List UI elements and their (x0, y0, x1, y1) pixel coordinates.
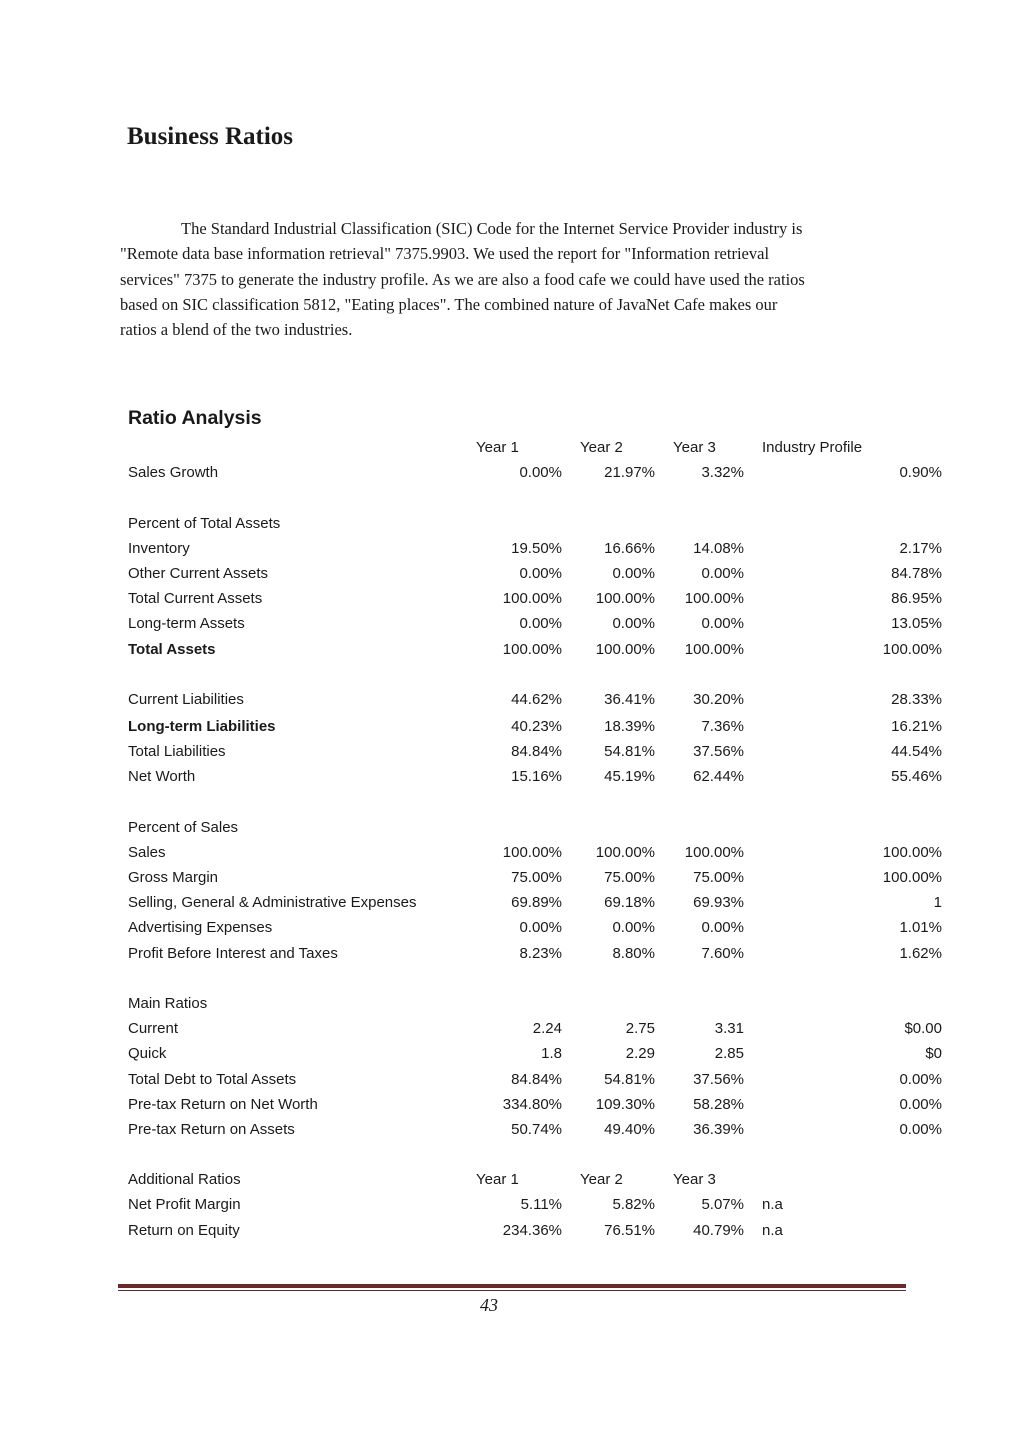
row-label: Long-term Liabilities (128, 718, 276, 736)
row-year-1: 0.00% (519, 564, 562, 582)
row-year-2: 2.75 (625, 1020, 655, 1038)
table-row (128, 586, 944, 611)
header-year-3: Year 3 (673, 439, 716, 456)
row-label: Total Debt to Total Assets (128, 1070, 297, 1088)
row-industry: 0.00% (899, 1120, 942, 1138)
table-row (128, 840, 944, 865)
row-industry: 1 (933, 894, 942, 912)
row-industry: 2.17% (899, 539, 942, 557)
row-year-3: 7.36% (701, 718, 744, 736)
row-label: Sales (128, 843, 166, 861)
row-year-2: 0.00% (612, 615, 655, 633)
footer-divider-thick (118, 1284, 906, 1288)
table-row (128, 1016, 944, 1041)
row-industry: 84.78% (891, 564, 942, 582)
table-row (128, 1117, 944, 1142)
row-label: Current (128, 1020, 179, 1038)
group-title: Additional Ratios (128, 1171, 241, 1189)
row-label: Inventory (128, 539, 190, 557)
row-industry: 0.00% (899, 1070, 942, 1088)
row-year-3: 100.00% (684, 843, 744, 861)
row-year-1: 19.50% (511, 539, 562, 557)
row-year-1: 0.00% (519, 615, 562, 633)
table-row (128, 941, 944, 966)
row-year-1: 75.00% (511, 869, 562, 886)
row-note: n.a (762, 1196, 783, 1214)
table-row (128, 890, 944, 915)
intro-line: ratios a blend of the two industries. (120, 320, 353, 340)
row-year-3: 37.56% (693, 743, 744, 761)
table-row (128, 637, 944, 662)
row-year-2: 2.29 (625, 1045, 655, 1063)
row-year-3: 62.44% (693, 768, 744, 786)
row-year-2: 54.81% (604, 743, 655, 761)
table-row (128, 536, 944, 561)
row-year-3: 0.00% (701, 564, 744, 582)
row-year-1: 0.00% (519, 919, 562, 937)
row-year-3: 30.20% (693, 690, 744, 708)
table-row (128, 611, 944, 636)
intro-paragraph (120, 216, 900, 342)
row-year-2: 76.51% (604, 1221, 655, 1239)
row-year-3: 69.93% (693, 894, 744, 912)
row-label: Profit Before Interest and Taxes (128, 944, 338, 962)
row-industry: 55.46% (891, 768, 942, 786)
row-year-1: 100.00% (502, 843, 562, 861)
intro-line: "Remote data base information retrieval" 7375.9903. We used the report for "Information retrieval (120, 244, 770, 264)
row-industry: 0.90% (899, 464, 942, 482)
header-year-1: Year 1 (476, 1171, 519, 1189)
row-label: Net Worth (128, 768, 196, 786)
row-year-2: 45.19% (604, 768, 655, 786)
row-year-2: 36.41% (604, 690, 655, 708)
row-year-2: 16.66% (604, 539, 655, 557)
row-year-3: 3.32% (701, 464, 744, 482)
row-year-2: 0.00% (612, 564, 655, 582)
row-label: Total Assets (128, 640, 216, 658)
table-header-row (128, 435, 944, 460)
row-industry: 100.00% (882, 843, 942, 861)
row-industry: $0 (925, 1045, 942, 1063)
spacer-row (128, 966, 944, 991)
row-year-2: 54.81% (604, 1070, 655, 1088)
row-label: Advertising Expenses (128, 919, 273, 937)
row-year-3: 40.79% (693, 1221, 744, 1239)
row-note: n.a (762, 1221, 783, 1239)
row-year-1: 15.16% (511, 768, 562, 786)
row-year-3: 14.08% (693, 539, 744, 557)
row-year-3: 7.60% (701, 944, 744, 962)
ratio-analysis-title: Ratio Analysis (128, 407, 262, 429)
header-year-1: Year 1 (476, 439, 519, 456)
row-year-2: 21.97% (604, 464, 655, 482)
group-title-row (128, 511, 944, 536)
row-label: Total Liabilities (128, 743, 226, 761)
row-industry: 44.54% (891, 743, 942, 761)
table-row (128, 915, 944, 940)
row-label: Long-term Assets (128, 615, 245, 633)
table-row (128, 865, 944, 890)
row-year-1: 234.36% (502, 1221, 562, 1239)
row-label: Selling, General & Administrative Expenses (128, 894, 417, 912)
row-year-2: 18.39% (604, 718, 655, 736)
intro-line: The Standard Industrial Classification (SIC) Code for the Internet Service Provider industry is (181, 219, 803, 238)
row-year-3: 75.00% (693, 869, 744, 886)
row-year-3: 2.85 (714, 1045, 744, 1063)
row-year-1: 84.84% (511, 743, 562, 761)
row-label: Gross Margin (128, 869, 219, 886)
row-year-1: 334.80% (502, 1095, 562, 1113)
table-row (128, 1218, 944, 1243)
row-year-2: 75.00% (604, 869, 655, 886)
row-label: Quick (128, 1045, 167, 1063)
row-year-1: 40.23% (511, 718, 562, 736)
row-industry: 16.21% (891, 718, 942, 736)
row-year-1: 0.00% (519, 464, 562, 482)
row-year-3: 100.00% (684, 640, 744, 658)
group-title: Main Ratios (128, 994, 208, 1012)
row-label: Current Liabilities (128, 690, 244, 708)
group-title: Percent of Sales (128, 818, 239, 836)
row-year-1: 8.23% (519, 944, 562, 962)
row-industry: 1.62% (899, 944, 942, 962)
table-row (128, 687, 944, 712)
row-label: Other Current Assets (128, 564, 269, 582)
page-heading: Business Ratios (127, 123, 294, 150)
row-year-1: 100.00% (502, 640, 562, 658)
table-row (128, 1192, 944, 1217)
row-year-2: 100.00% (595, 590, 655, 608)
row-industry: 86.95% (891, 590, 942, 608)
row-year-1: 69.89% (511, 894, 562, 912)
row-year-1: 100.00% (502, 590, 562, 608)
row-year-3: 37.56% (693, 1070, 744, 1088)
group-title-row (128, 815, 944, 840)
intro-line: based on SIC classification 5812, "Eating places". The combined nature of JavaNet Cafe makes our (120, 294, 778, 314)
row-label: Return on Equity (128, 1221, 240, 1239)
row-industry: $0.00 (904, 1020, 942, 1038)
table-row (128, 1092, 944, 1117)
row-year-3: 36.39% (693, 1120, 744, 1138)
row-year-3: 100.00% (684, 590, 744, 608)
row-industry: 100.00% (882, 640, 942, 658)
group-title-row (128, 991, 944, 1016)
row-industry: 13.05% (891, 615, 942, 633)
row-label: Total Current Assets (128, 590, 263, 608)
row-year-2: 100.00% (595, 640, 655, 658)
row-year-3: 0.00% (701, 615, 744, 633)
row-year-2: 49.40% (604, 1120, 655, 1138)
row-industry: 100.00% (882, 869, 942, 886)
row-label: Sales Growth (128, 464, 219, 482)
row-year-2: 0.00% (612, 919, 655, 937)
row-year-3: 0.00% (701, 919, 744, 937)
row-year-3: 3.31 (714, 1020, 744, 1038)
spacer-row (128, 662, 944, 687)
row-year-1: 84.84% (511, 1070, 562, 1088)
row-year-2: 69.18% (604, 894, 655, 912)
page-number: 43 (480, 1295, 498, 1315)
ratio-table (128, 435, 944, 1243)
spacer-row (128, 485, 944, 510)
header-year-3: Year 3 (673, 1171, 716, 1189)
group-title: Percent of Total Assets (128, 514, 281, 532)
spacer-row (128, 789, 944, 814)
row-label: Net Profit Margin (128, 1196, 241, 1214)
footer-divider (118, 1284, 906, 1293)
header-year-2: Year 2 (580, 439, 623, 456)
intro-line: services" 7375 to generate the industry profile. As we are also a food cafe we could have used the ratios (120, 269, 805, 289)
table-row (128, 561, 944, 586)
row-year-2: 8.80% (612, 944, 655, 962)
additional-header-row (128, 1167, 944, 1192)
row-year-3: 58.28% (693, 1095, 744, 1113)
table-row (128, 460, 944, 485)
row-year-1: 2.24 (532, 1020, 562, 1038)
table-row (128, 1067, 944, 1092)
row-year-2: 100.00% (595, 843, 655, 861)
footer-divider-thin (118, 1290, 906, 1291)
header-year-2: Year 2 (580, 1171, 623, 1189)
row-year-1: 50.74% (511, 1120, 562, 1138)
row-label: Pre-tax Return on Assets (128, 1120, 295, 1138)
row-year-2: 5.82% (612, 1196, 655, 1214)
row-industry: 0.00% (899, 1095, 942, 1113)
row-year-1: 44.62% (511, 690, 562, 708)
row-year-2: 109.30% (595, 1095, 655, 1113)
table-row (128, 712, 944, 739)
row-year-1: 1.8 (541, 1045, 562, 1063)
table-row (128, 764, 944, 789)
row-industry: 1.01% (899, 919, 942, 937)
row-label: Pre-tax Return on Net Worth (128, 1095, 318, 1113)
table-row (128, 739, 944, 764)
header-industry-profile: Industry Profile (762, 439, 863, 456)
table-row (128, 1041, 944, 1066)
row-industry: 28.33% (891, 690, 942, 708)
spacer-row (128, 1142, 944, 1167)
row-year-1: 5.11% (520, 1196, 562, 1214)
row-year-3: 5.07% (701, 1196, 744, 1214)
